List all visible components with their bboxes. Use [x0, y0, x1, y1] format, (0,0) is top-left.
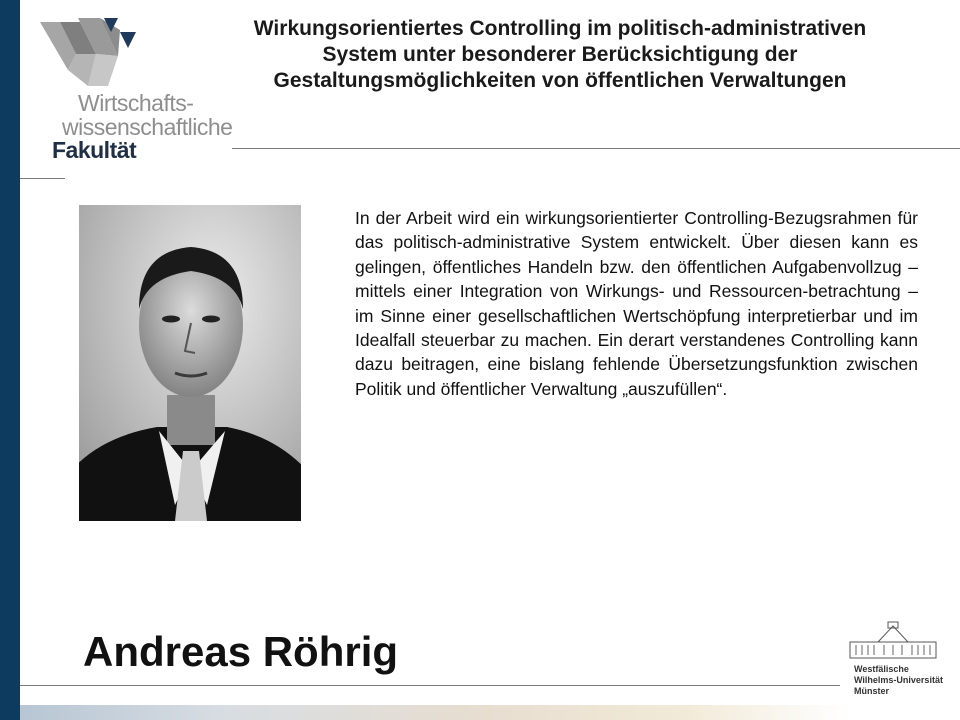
portrait-icon	[79, 205, 301, 521]
author-photo	[79, 205, 301, 521]
university-name	[854, 664, 943, 697]
university-name-line2: Wilhelms-Universität	[854, 675, 943, 685]
left-accent-bar	[0, 0, 20, 720]
page-title: Wirkungsorientiertes Controlling im politisch-administrativen System unter besonderer Berücksichtigung der Gestaltungsmöglichkeiten von öffentlichen Verwaltungen	[253, 17, 867, 92]
faculty-logo-line1: Wirtschafts-	[78, 90, 194, 116]
faculty-logo-mark-icon	[38, 14, 238, 94]
university-name-line1: Westfälische	[854, 664, 909, 674]
abstract-text: In der Arbeit wird ein wirkungsorientierter Controlling-Bezugsrahmen für das politisch-administrative System entwickelt. Über diesen kann es gelingen, öffentliches Handeln bzw. den öffentlichen Aufgabenvollzug – mittels einer Integration von Wirkungs- und Ressourcen-betrachtung – im Sinne einer gesellschaftlichen Wertschöpfung interpretierbar und im Idealfall steuerbar zu machen. Ein derart verstandenes Controlling kann dazu beitragen, eine bislang fehlende Übersetzungsfunktion zwischen Politik und öffentlicher Verwaltung „auszufüllen“.	[355, 208, 918, 399]
university-logo	[848, 620, 958, 720]
left-divider	[20, 178, 65, 179]
footer-divider	[20, 685, 840, 686]
faculty-logo	[38, 14, 238, 164]
university-name-line3: Münster	[854, 686, 890, 696]
university-building-icon	[848, 620, 938, 660]
faculty-logo-line3: Fakultät	[52, 137, 137, 163]
faculty-logo-line2: wissenschaftliche	[62, 114, 233, 140]
header-divider	[232, 148, 960, 149]
author-name: Andreas Röhrig	[83, 628, 399, 675]
footer-gradient-bar	[20, 705, 850, 720]
